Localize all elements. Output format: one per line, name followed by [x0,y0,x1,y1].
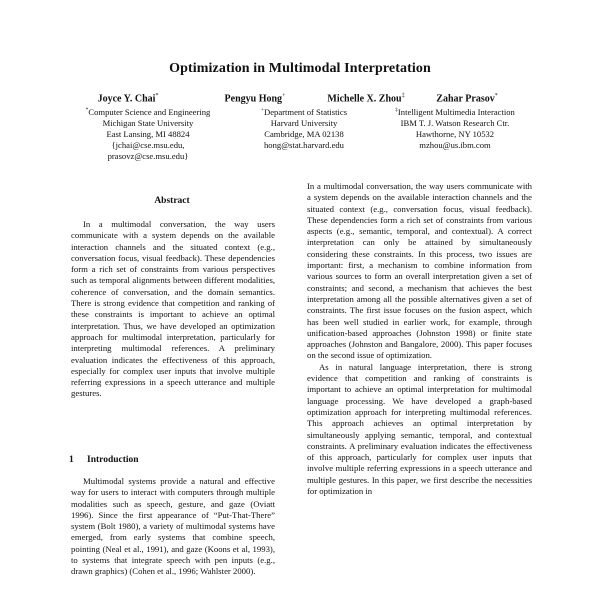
author-1: Joyce Y. Chai* [97,93,159,105]
author-4: Zahar Prasov* [436,93,498,105]
right-column-body [307,181,532,497]
right-paragraph-1: In a multimodal conversation, the way users communicate with a system depends on the available interaction channels and the situated context (e.g., conversation focus, visual feedback). These dependencies form a rich set of constraints from various aspects (e.g., semantic, temporal, and contextual). A correct interpretation can only be attained by simultaneously considering these constraints. In this process, two issues are important: first, a mechanism to combine information from various sources to form an overall interpretation given a set of constraints; and second, a mechanism that achieves the best interpretation among all the possible alternatives given a set of constraints. The first issue focuses on the fusion aspect, which has been well studied in earlier work, for example, through unification-based approaches (Johnston 1998) or finite state approaches (Johnston and Bangalore, 2000). This paper focuses on the second issue of optimization. [307,181,532,361]
abstract-heading: Abstract [154,196,190,206]
paper-title: Optimization in Multimodal Interpretation [169,61,431,76]
affiliation-ibm: ‡Intelligent Multimedia Interaction IBM T. J. Watson Research Ctr. Hawthorne, NY 10532 mzhou@us.ibm.com [395,106,515,151]
affiliation-harvard: +Department of Statistics Harvard University Cambridge, MA 02138 hong@stat.harvard.edu [260,106,348,151]
author-3: Michelle X. Zhou‡ [327,93,405,105]
right-paragraph-2: As in natural language interpretation, there is strong evidence that competition and ranking of constraints is important to achieve an optimal interpretation for multimodal language processing. We have developed a graph-based optimization approach for interpreting multimodal references. This approach achieves an optimal interpretation by simultaneously applying semantic, temporal, and contextual constraints. A preliminary evaluation indicates the effectiveness of this approach, particularly for complex user inputs that involve multiple referring expressions in a speech utterance and multiple gestures. In this paper, we first describe the necessities for optimization in [307,361,532,497]
introduction-body-left: Multimodal systems provide a natural and effective way for users to interact with computers through multiple modalities such as speech, gesture, and gaze (Oviatt 1996). Since the first appearance of “Put-That-There” system (Bolt 1980), a variety of multimodal systems have emerged, from early systems that combine speech, pointing (Neal et al., 1991), and gaze (Koons et al, 1993), to systems that integrate speech with pen inputs (e.g., drawn graphics) (Cohen et al., 1996; Wahlster 2000). [71,476,275,577]
author-2: Pengyu Hong+ [224,93,286,105]
section-heading-introduction: 1 Introduction [69,455,139,465]
affiliation-msu: *Computer Science and Engineering Michigan State University East Lansing, MI 48824 {jchai@cse.msu.edu, prasovz@cse.msu.edu} [85,106,211,162]
abstract-body: In a multimodal conversation, the way users communicate with a system depends on the available interaction channels and the situated context (e.g., conversation focus, visual feedback). These dependencies form a rich set of constraints from various perspectives such as temporal alignments between different modalities, coherence of conversation, and the domain semantics. There is strong evidence that competition and ranking of these constraints is important to achieve an optimal interpretation. Thus, we have developed an optimization approach for multimodal interpretation, particularly for interpreting multimodal references. A preliminary evaluation indicates the effectiveness of this approach, especially for complex user inputs that involve multiple referring expressions in a speech utterance and multiple gestures. [71,219,275,399]
